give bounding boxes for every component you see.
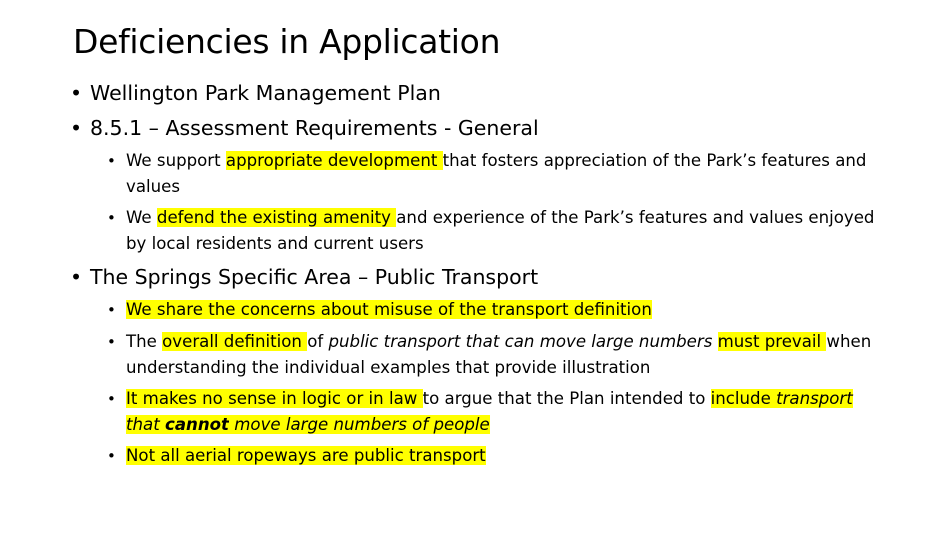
sub-bullet-text: to argue that the Plan intended to: [422, 389, 711, 408]
highlighted-text: overall definition: [162, 332, 308, 351]
highlighted-italic-text: transport that: [126, 389, 853, 434]
sub-bullet-text: and experience of the Park’s features and values enjoyed by local residents and current users: [126, 208, 875, 253]
highlighted-text: must prevail: [717, 332, 827, 351]
bullet-text: 8.5.1 – Assessment Requirements - General: [90, 116, 539, 140]
bullet-text: Wellington Park Management Plan: [90, 81, 441, 105]
highlighted-text: defend the existing amenity: [156, 208, 397, 227]
sub-bullet-text: The: [126, 332, 163, 351]
bullet-dot-icon: •: [70, 265, 83, 289]
bullet-dot-icon: •: [107, 209, 116, 227]
sub-bullet-text: when understanding the individual examples that provide illustration: [126, 332, 872, 377]
bullet-dot-icon: •: [107, 447, 116, 465]
bullet-dot-icon: •: [107, 152, 116, 170]
sub-bullet-text: of: [307, 332, 329, 351]
bullet-item: [70, 114, 539, 142]
sub-bullet-item: [107, 148, 886, 200]
bullet-dot-icon: •: [107, 333, 116, 351]
sub-bullet-text: that fosters appreciation of the Park’s features and values: [126, 151, 867, 196]
sub-bullet-item: [107, 205, 886, 257]
highlighted-italic-text: move large numbers of people: [228, 415, 490, 434]
highlighted-text: We share the concerns about misuse of the transport definition: [126, 300, 652, 319]
highlighted-text: include: [710, 389, 777, 408]
bullet-text: The Springs Specific Area – Public Transport: [90, 265, 539, 289]
bullet-dot-icon: •: [107, 301, 116, 319]
highlighted-text: appropriate development: [225, 151, 443, 170]
bullet-item: [70, 79, 441, 107]
bullet-dot-icon: •: [70, 81, 83, 105]
sub-bullet-item: [107, 329, 886, 381]
sub-bullet-item: [107, 443, 886, 469]
sub-bullet-text: We: [126, 208, 157, 227]
sub-bullet-item: [107, 297, 886, 323]
bullet-dot-icon: •: [70, 116, 83, 140]
slide-title: Deficiencies in Application: [73, 22, 501, 61]
italic-text: public transport that can move large numbers: [328, 332, 718, 351]
highlighted-text: It makes no sense in logic or in law: [126, 389, 423, 408]
highlighted-text: Not all aerial ropeways are public transport: [126, 446, 486, 465]
sub-bullet-item: [107, 386, 886, 438]
bullet-dot-icon: •: [107, 390, 116, 408]
sub-bullet-text: We support: [126, 151, 226, 170]
highlighted-bold-italic-text: cannot: [164, 415, 229, 434]
bullet-item: [70, 263, 539, 291]
